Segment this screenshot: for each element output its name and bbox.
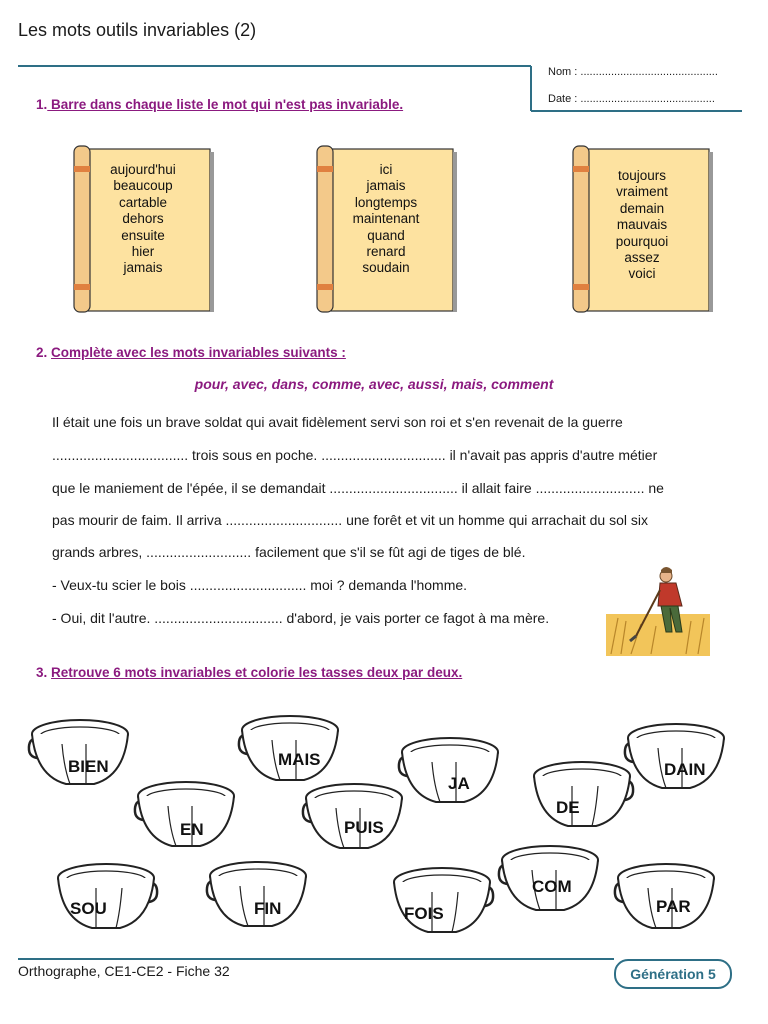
text-line[interactable]: - Veux-tu scier le bois .............................. moi ? demanda l'homme.	[52, 577, 468, 593]
text-line[interactable]: ................................... trois sous en poche. ................................ il n'avait pas appris d'autre métier	[52, 447, 658, 463]
list-item[interactable]: quand	[367, 227, 405, 243]
list-item[interactable]: jamais	[366, 178, 406, 194]
word-list	[587, 168, 697, 283]
text-line: Il était une fois un brave soldat qui avait fidèlement servi son roi et s'en revenait de la guerre	[52, 414, 623, 430]
list-item[interactable]: assez	[624, 250, 660, 266]
cup-label: EN	[180, 820, 204, 839]
cup-label: DAIN	[664, 760, 706, 779]
cup-en[interactable]	[132, 778, 242, 856]
q2-heading	[36, 345, 346, 360]
cup-icon	[526, 758, 636, 836]
list-item[interactable]: maintenant	[352, 211, 420, 227]
word-list	[88, 162, 198, 277]
cup-sou[interactable]	[50, 860, 160, 938]
cup-label: DE	[556, 798, 580, 817]
q3-text: Retrouve 6 mots invariables et colorie les tasses deux par deux.	[51, 665, 463, 680]
footer-subject: Orthographe, CE1-CE2 - Fiche 32	[18, 963, 230, 979]
text-line[interactable]: que le maniement de l'épée, il se demandait ................................. il allait faire ............................ ne	[52, 480, 664, 496]
page-title: Les mots outils invariables (2)	[18, 20, 257, 40]
list-item[interactable]: voici	[628, 266, 656, 282]
word-book-1	[66, 144, 216, 316]
cup-dain[interactable]	[622, 720, 732, 798]
list-item[interactable]: jamais	[123, 260, 163, 276]
q1-heading	[36, 97, 403, 112]
text-line[interactable]: pas mourir de faim. Il arriva .............................. une forêt et vit un homme qui arrachait du sol six	[52, 512, 649, 528]
list-item[interactable]: soudain	[362, 260, 410, 276]
date-field[interactable]: Date : ............................................	[548, 93, 715, 105]
list-item[interactable]: renard	[366, 244, 406, 260]
cup-com[interactable]	[496, 842, 606, 920]
list-item[interactable]: cartable	[118, 194, 168, 210]
cup-icon	[396, 734, 506, 812]
cup-par[interactable]	[612, 860, 722, 938]
cup-bien[interactable]	[26, 716, 136, 794]
q3-number: 3.	[36, 665, 48, 680]
cup-icon	[386, 864, 496, 942]
list-item[interactable]: toujours	[617, 168, 667, 183]
list-item[interactable]: beaucoup	[113, 178, 173, 194]
cup-label: SOU	[70, 899, 107, 918]
cup-label: MAIS	[278, 750, 321, 769]
q2-word-bank: pour, avec, dans, comme, avec, aussi, mais, comment	[194, 376, 554, 392]
cup-label: JA	[448, 774, 470, 793]
q2-number: 2.	[36, 345, 48, 360]
cup-label: COM	[532, 877, 572, 896]
list-item[interactable]: ici	[379, 162, 393, 177]
cup-label: BIEN	[68, 757, 109, 776]
list-item[interactable]: dehors	[122, 211, 164, 227]
list-item[interactable]: vraiment	[616, 184, 668, 200]
cup-label: FOIS	[404, 904, 444, 923]
cup-de[interactable]	[526, 758, 636, 836]
list-item[interactable]: ensuite	[121, 227, 165, 243]
q2-text: Complète avec les mots invariables suivants :	[51, 345, 346, 360]
cup-icon	[204, 858, 314, 936]
word-list	[331, 162, 441, 277]
publisher-badge: Génération 5	[614, 959, 732, 989]
cup-fin[interactable]	[204, 858, 314, 936]
q3-heading	[36, 665, 462, 680]
cup-ja[interactable]	[396, 734, 506, 812]
list-item[interactable]: hier	[131, 244, 155, 260]
cup-icon	[132, 778, 242, 856]
text-line[interactable]: grands arbres, ........................... facilement que s'il se fût agi de tiges de blé.	[52, 544, 526, 560]
word-book-3	[565, 144, 715, 316]
list-item[interactable]: aujourd'hui	[110, 162, 176, 177]
cup-label: PUIS	[344, 818, 384, 837]
q1-text: Barre dans chaque liste le mot qui n'est pas invariable.	[47, 97, 404, 112]
cup-label: FIN	[254, 899, 282, 918]
word-book-2	[309, 144, 459, 316]
list-item[interactable]: longtemps	[354, 194, 418, 210]
q1-number: 1.	[36, 97, 48, 112]
list-item[interactable]: mauvais	[616, 217, 668, 233]
cup-mais[interactable]	[236, 712, 346, 790]
text-line[interactable]: - Oui, dit l'autre. ................................. d'abord, je vais porter ce fagot à ma mère.	[52, 610, 550, 626]
cup-label: PAR	[656, 897, 691, 916]
list-item[interactable]: demain	[619, 200, 665, 216]
man-harvesting-illustration	[606, 566, 710, 656]
cup-puis[interactable]	[300, 780, 410, 858]
nom-field[interactable]: Nom : .............................................	[548, 66, 718, 78]
cup-icon	[622, 720, 732, 798]
list-item[interactable]: pourquoi	[615, 233, 669, 249]
cup-fois[interactable]	[386, 864, 496, 942]
cup-icon	[26, 716, 136, 794]
